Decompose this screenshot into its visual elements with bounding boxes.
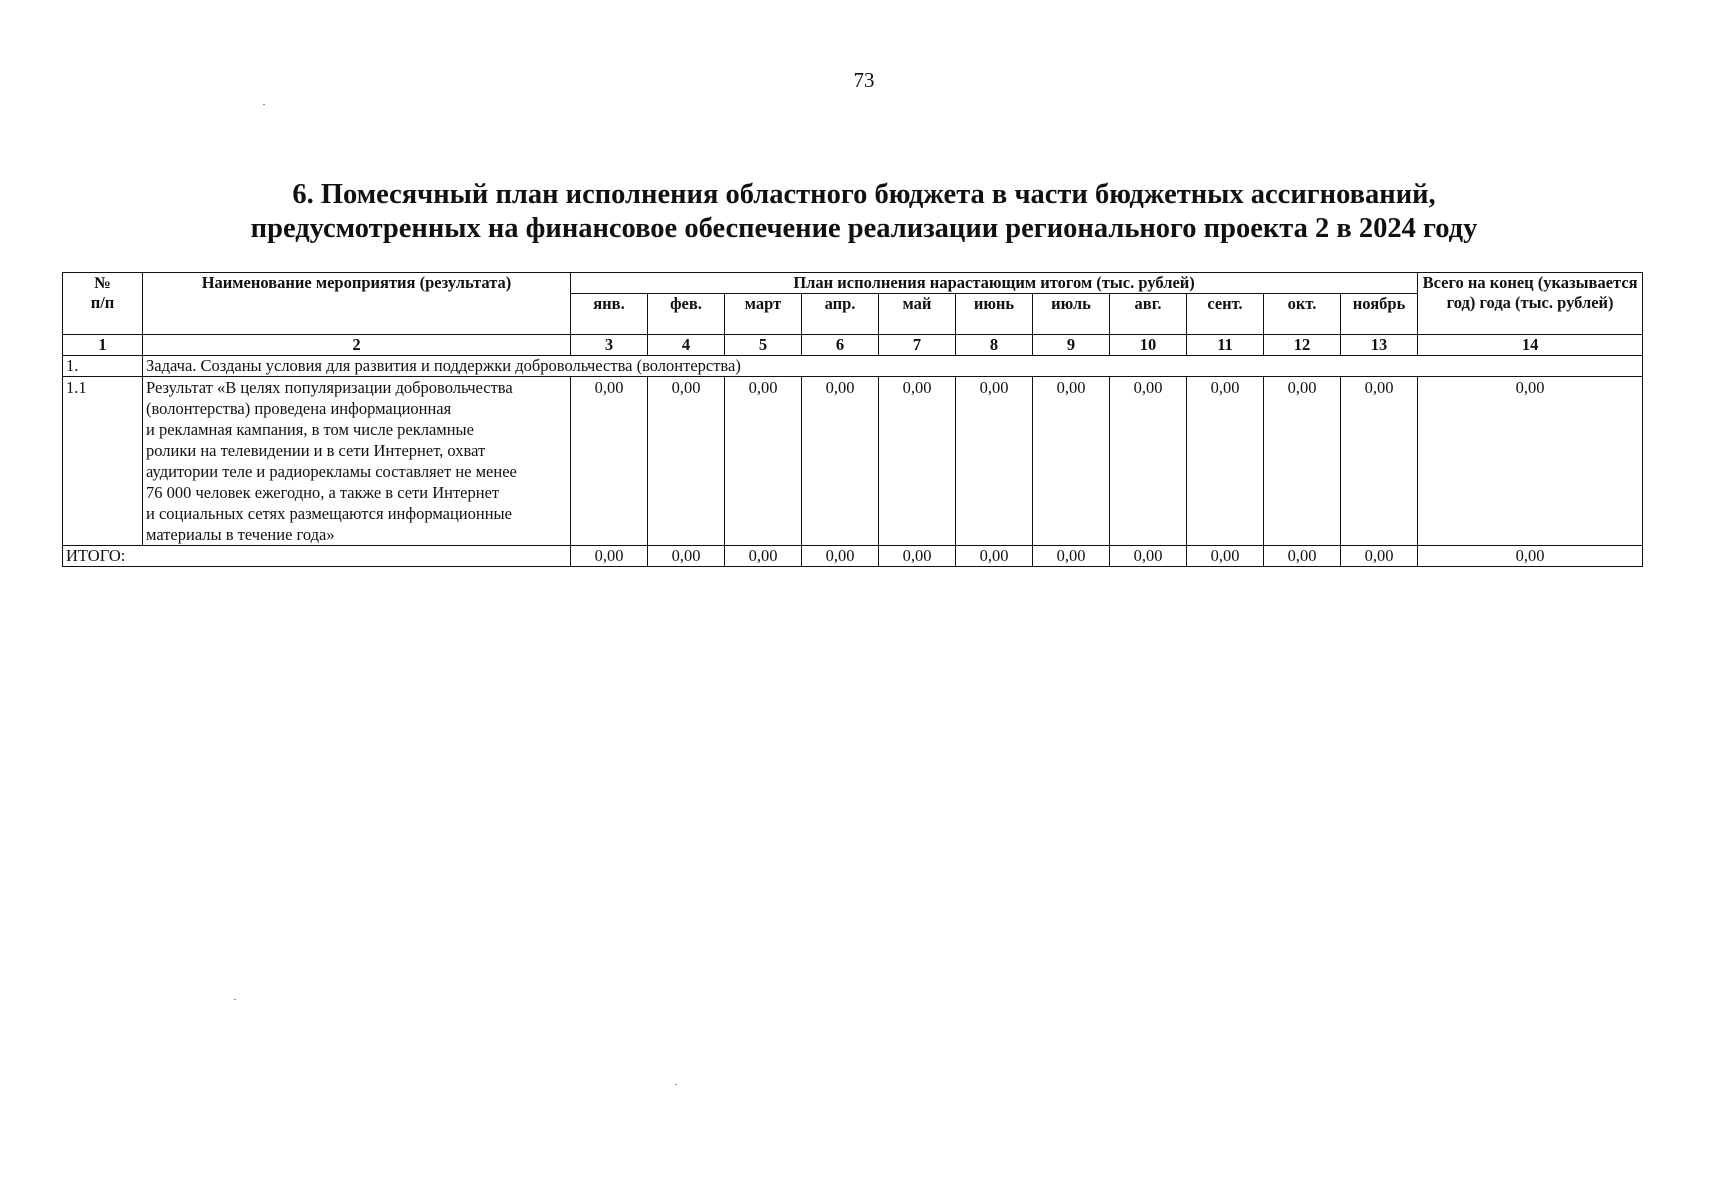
total-value: 0,00 <box>956 546 1033 567</box>
task-row <box>63 356 1643 377</box>
header-name: Наименование мероприятия (результата) <box>143 273 571 335</box>
total-label: ИТОГО: <box>63 546 571 567</box>
header-total: Всего на конец (указывается год) года (тыс. рублей) <box>1418 273 1643 335</box>
column-number: 10 <box>1110 335 1187 356</box>
column-number: 13 <box>1341 335 1418 356</box>
total-value: 0,00 <box>1264 546 1341 567</box>
header-month-7: июль <box>1033 294 1110 335</box>
scan-speck <box>263 104 265 105</box>
header-month-5: май <box>879 294 956 335</box>
result-total: 0,00 <box>1418 377 1643 546</box>
task-text: Задача. Созданы условия для развития и поддержки добровольчества (волонтерства) <box>143 356 1643 377</box>
column-number: 4 <box>648 335 725 356</box>
column-number: 5 <box>725 335 802 356</box>
total-row <box>63 546 1643 567</box>
result-value: 0,00 <box>1264 377 1341 546</box>
result-value: 0,00 <box>1110 377 1187 546</box>
total-value: 0,00 <box>725 546 802 567</box>
total-value: 0,00 <box>571 546 648 567</box>
result-value: 0,00 <box>956 377 1033 546</box>
column-number: 6 <box>802 335 879 356</box>
column-number: 9 <box>1033 335 1110 356</box>
header-num: № п/п <box>63 273 143 335</box>
title-line-2: предусмотренных на финансовое обеспечение реализации регионального проекта 2 в 2024 году <box>250 213 1478 244</box>
total-value: 0,00 <box>879 546 956 567</box>
header-month-8: авг. <box>1110 294 1187 335</box>
header-month-3: март <box>725 294 802 335</box>
result-value: 0,00 <box>725 377 802 546</box>
column-number: 7 <box>879 335 956 356</box>
scan-speck <box>234 999 236 1000</box>
result-value: 0,00 <box>648 377 725 546</box>
total-value: 0,00 <box>1187 546 1264 567</box>
header-plan-group: План исполнения нарастающим итогом (тыс. рублей) <box>571 273 1418 294</box>
result-value: 0,00 <box>571 377 648 546</box>
task-num: 1. <box>63 356 143 377</box>
total-value: 0,00 <box>1110 546 1187 567</box>
header-month-4: апр. <box>802 294 879 335</box>
result-row <box>63 377 1643 546</box>
column-number: 8 <box>956 335 1033 356</box>
budget-plan-table <box>62 272 1643 567</box>
page-number: 73 <box>853 68 875 92</box>
grand-total: 0,00 <box>1418 546 1643 567</box>
total-value: 0,00 <box>648 546 725 567</box>
header-month-2: фев. <box>648 294 725 335</box>
result-name: Результат «В целях популяризации добровольчества (волонтерства) проведена информационная и рекламная кампания, в том числе рекламные ролики на телевидении и в сети Интернет, охват аудитории теле и радиорекламы составляет не менее 76 000 человек ежегодно, а также в сети Интернет и социальных сетях размещаются информационные материалы в течение года» <box>143 377 571 546</box>
scan-speck <box>675 1084 677 1085</box>
column-number: 3 <box>571 335 648 356</box>
header-month-6: июнь <box>956 294 1033 335</box>
title-line-1: 6. Помесячный план исполнения областного бюджета в части бюджетных ассигнований, <box>292 179 1436 210</box>
column-number: 11 <box>1187 335 1264 356</box>
header-month-9: сент. <box>1187 294 1264 335</box>
total-value: 0,00 <box>802 546 879 567</box>
header-month-1: янв. <box>571 294 648 335</box>
total-value: 0,00 <box>1341 546 1418 567</box>
header-month-11: ноябрь <box>1341 294 1418 335</box>
result-value: 0,00 <box>1187 377 1264 546</box>
result-value: 0,00 <box>802 377 879 546</box>
column-number: 14 <box>1418 335 1643 356</box>
result-value: 0,00 <box>1341 377 1418 546</box>
column-number: 2 <box>143 335 571 356</box>
column-number: 12 <box>1264 335 1341 356</box>
document-title <box>0 178 1712 246</box>
header-month-10: окт. <box>1264 294 1341 335</box>
total-value: 0,00 <box>1033 546 1110 567</box>
result-num: 1.1 <box>63 377 143 546</box>
result-value: 0,00 <box>879 377 956 546</box>
column-number-row <box>63 335 1643 356</box>
column-number: 1 <box>63 335 143 356</box>
result-value: 0,00 <box>1033 377 1110 546</box>
